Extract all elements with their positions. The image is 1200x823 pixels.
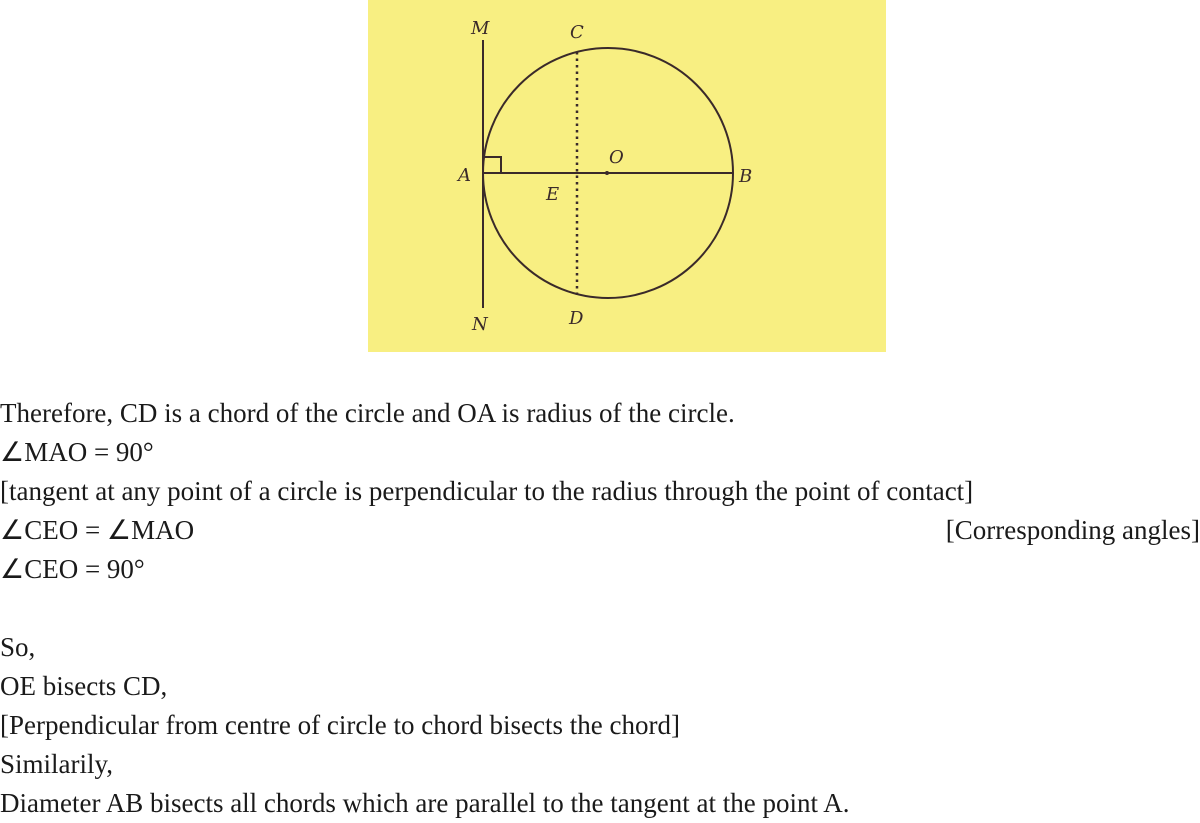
label-b: B (739, 166, 753, 187)
label-e: E (546, 184, 560, 205)
angle-ceo-equation: ∠CEO = ∠MAO (0, 515, 195, 545)
center-point (605, 171, 609, 175)
statement-chord-radius: Therefore, CD is a chord of the circle and OA is radius of the circle. (0, 398, 735, 428)
diagram-background (368, 0, 886, 352)
solution-text (0, 394, 1200, 823)
label-m: M (471, 18, 490, 39)
label-c: C (570, 22, 584, 43)
tangent-reason: [tangent at any point of a circle is perpendicular to the radius through the point of contact] (0, 476, 974, 506)
circle-tangent-diagram (368, 0, 886, 352)
label-d: D (569, 308, 584, 329)
angle-ceo-equals-mao (0, 511, 1200, 550)
corresponding-angles-reason: [Corresponding angles] (945, 515, 1200, 545)
blank-line (0, 589, 1200, 628)
label-o: O (609, 147, 624, 168)
so-text: So, (0, 632, 36, 662)
perpendicular-reason: [Perpendicular from centre of circle to chord bisects the chord] (0, 710, 680, 740)
angle-ceo: ∠CEO = 90° (0, 554, 145, 584)
conclusion: Diameter AB bisects all chords which are parallel to the tangent at the point A. (0, 788, 850, 818)
label-a: A (458, 165, 471, 186)
angle-mao: ∠MAO = 90° (0, 437, 154, 467)
label-n: N (472, 314, 488, 335)
similarly-text: Similarily, (0, 749, 113, 779)
oe-bisects-cd: OE bisects CD, (0, 671, 168, 701)
